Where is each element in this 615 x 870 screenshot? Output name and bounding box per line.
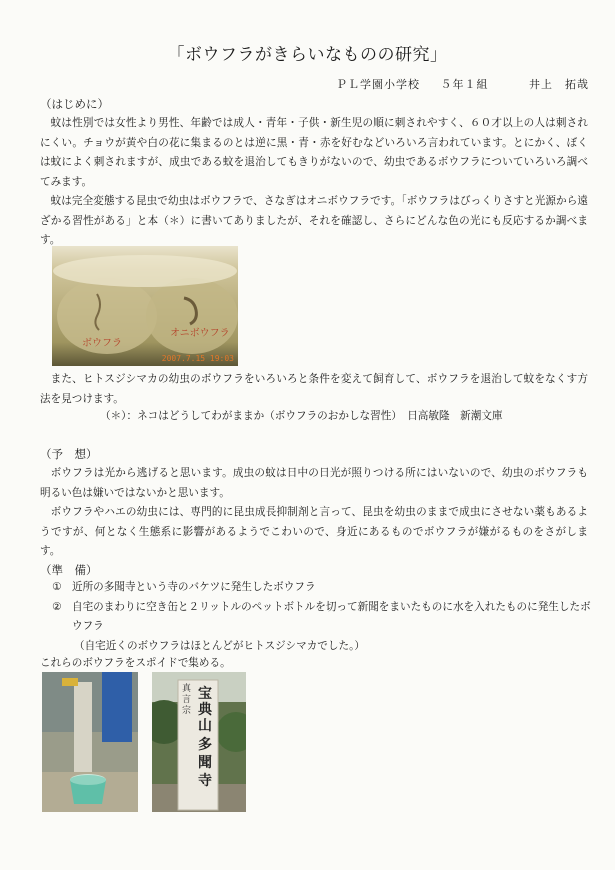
pillar-text-right-bottom: 多聞寺 (198, 737, 212, 789)
prep-item-2-text: 自宅のまわりに空き缶と２リットルのペットボトルを切って新聞をまいたものに水を入れたものに発生したボウフラ (72, 600, 591, 632)
intro-paragraph-1: 蚊は性別では女性より男性、年齢では成人・青年・子供・新生児の順に刺されやすく、６０才以上の人は刺されにくい。チョウが黄や白の花に集まるのとは逆に黒・青・赤を好むなどいろいろ言われています。とにかく、ぼくは蚊によく刺されますが、成虫である蚊を退治してもきりがないので、幼虫であるボウフラについていろいろ調べてみます。 (40, 117, 588, 188)
intro-paragraph-2: 蚊は完全変態する昆虫で幼虫はボウフラで、さなぎはオニボウフラです。「ボウフラはびっくりさすと光源から遠ざかる習性がある」と本（＊）に書いてありましたが、それを確認し、さらにどんな色の光にも反応するか調べます。 (40, 195, 588, 246)
hypothesis-heading: （予 想） (40, 447, 98, 461)
prep-item-1 (52, 578, 592, 598)
prep-item-2-note: （自宅近くのボウフラはほとんどがヒトスジシマカでした。） (74, 639, 365, 652)
prep-item-2-number: ② (52, 600, 62, 613)
author-line (300, 76, 590, 92)
reference-note: （＊）：ネコはどうしてわがままか（ボウフラのおかしな習性） 日高敏隆 新潮文庫 (100, 410, 503, 422)
label-pupa: オニボウフラ (170, 328, 230, 339)
prep-list (52, 578, 592, 656)
larva-photo (52, 246, 238, 366)
bucket-photo-art (42, 672, 138, 812)
hypothesis-paragraph-1: ボウフラは光から逃げると思います。成虫の蚊は日中の日光が照りつける所にはいないので、幼虫のボウフラも明るい色は嫌いではないかと思います。 (40, 467, 588, 499)
pillar-text-right-top: 宝典山 (198, 686, 212, 734)
intro-heading: （はじめに） (40, 97, 109, 111)
temple-pillar-photo (152, 672, 246, 812)
label-larva: ボウフラ (82, 338, 122, 349)
photo-date: 2007.7.15 19:03 (161, 354, 234, 363)
school-name: ＰＬ学園小学校 (336, 78, 420, 91)
grade: ５年１組 (440, 78, 489, 91)
page-title: 「ボウフラがきらいなものの研究」 (167, 45, 448, 65)
intro-paragraph-3: また、ヒトスジシマカの幼虫のボウフラをいろいろと条件を変えて飼育して、ボウフラを退治して蚊をなくす方法を見つけます。 (40, 373, 588, 405)
preparation-heading: （準 備） (40, 563, 98, 577)
prep-item-1-text: 近所の多聞寺という寺のバケツに発生したボウフラ (72, 581, 316, 593)
hypothesis-paragraph-2: ボウフラやハエの幼虫には、専門的に昆虫成長抑制剤と言って、昆虫を幼虫のままで成虫にさせない薬もあるようですが、何となく生態系に影響があるようでこわいので、身近にあるものでボウフラが嫌がるものをさがします。 (40, 506, 588, 557)
larva-photo-art (52, 246, 238, 366)
prep-item-1-number: ① (52, 581, 62, 593)
author-name: 井上 拓哉 (529, 78, 589, 91)
bucket-photo (42, 672, 138, 812)
pillar-text-left: 真言宗 (182, 684, 192, 716)
prep-item-2 (52, 598, 592, 637)
prep-closing: これらのボウフラをスポイドで集める。 (40, 657, 231, 669)
